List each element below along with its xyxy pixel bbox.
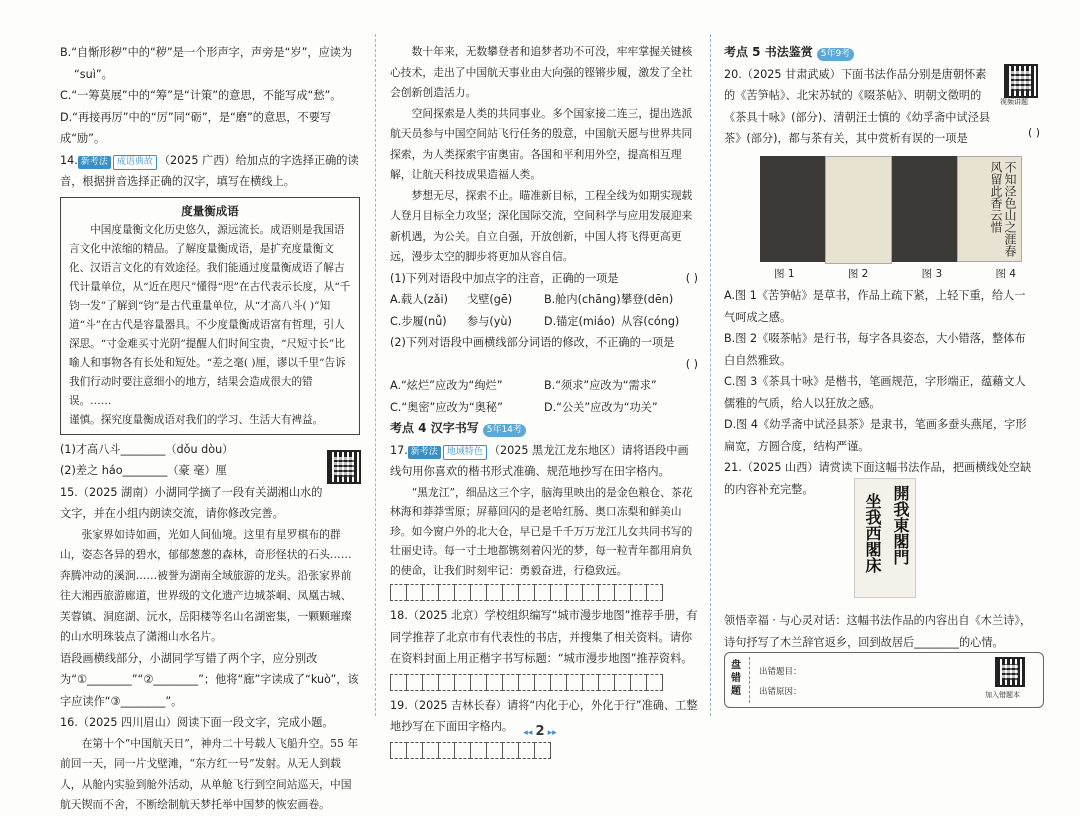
sub-question-2: (2)下列对语段中画横线部分词语的修改，不正确的一项是 [390,336,675,349]
option-d: D.图 4《幼孚斋中试泾县茶》是隶书，笔画多蚕头燕尾，字形扁宽，方圆合度，结构严谨。 [724,418,1027,453]
passage-16-cont: 数十年来，无数攀登者和追梦者功不可没，牢牢掌握关键核心技术，走出了中国航天事业由大向强的铿锵步履，激发了全社会创新创造活力。 [390,45,693,99]
calligraphy-artwork: 開我東閣門 坐我西閣床 [854,478,916,598]
passage-16: 在第十个“中国航天日”，神舟二十号载人飞船升空。55 年前回一天，同一片戈壁滩，“东方红一号”发射。从无人到载人，从舱内实验到舱外活动，从单舱飞行到空间站巡天，中国航天锲而不舍，不断绘制航天梦托举中国梦的恢宏画卷。 [60,736,359,811]
passage-15: 张家界如诗如画，光如人间仙境。这里有星罗棋布的群山，姿态各异的碧水，郁郁葱葱的森林，奇形怪状的石头……奔腾冲动的溪涧……被誉为湖南全域旅游的龙头。沿张家界前往大湘西旅游廊道，世界级的文化遗产边城茶峒、凤凰古城、芙蓉镇、洞庭湖、沅水，岳阳楼等名山名湖密集，一颗颗璀璨的山水明珠装点了潇湘山水名片。 [60,527,352,643]
option-a: A.图 1《苦笋帖》是草书，作品上疏下紧，上轻下重，给人一气呵成之感。 [724,289,1026,324]
new-method-tag: 新考法 [78,156,111,169]
passage-16-cont: 空间探索是人类的共同事业。多个国家接二连三，提出选派航天员参与中国空间站飞行任务的殷意，中国航天愿与世界共同探索，为人类探索宇宙奥宙。各国和平利用外空，提高相互理解，让航天科技成果造福人类。 [390,106,693,181]
options-2: A.“炫烂”应改为“绚烂” B.“须求”应改为“需求” C.“奥密”应改为“奥秘” D.“公关”应改为“功关” [390,379,658,414]
question-15-ask: 语段画横线部分，小湖同学写错了两个字，应分别改为“①________”“②________”；他将“廊”字读成了“kuò”，该字应读作“③________”。 [60,651,359,708]
column-divider [710,34,711,716]
section-heading-5: 考点 5 书法鉴赏 5年9考 [724,42,1032,64]
writing-grid-18[interactable] [390,674,698,691]
writing-grid-19[interactable] [390,742,698,759]
reading-box [60,197,360,435]
calligraphy-figures [724,156,1032,264]
question-15: 15.（2025 湖南）小湖同学摘了一段有关湖湘山水的文字，并在小组内朗读交流，请你修改完善。 [60,485,323,520]
question-21-text: 领悟幸福 · 与心灵对话：这幅书法作品的内容出自《木兰诗》，诗句抒写了木兰辞官返乡，回到故居后________的心情。 [724,614,1032,649]
error-review-box [724,652,1044,708]
sub-question-1: (1)下列对语段中加点字的注音，正确的一项是 ( ) [390,271,698,285]
option-b: B.图 2《啜茶帖》是行书，每字各具姿态，大小错落，整体布白自然雅致。 [724,332,1026,367]
sub-question: (1)才高八斗________（dǒu dòu） [60,442,234,456]
writing-grid-17[interactable] [390,584,698,601]
column-right [724,42,1032,500]
question-21: 21.（2025 山西）请赏读下面这幅书法作品，把画横线处空缺的内容补充完整。 [724,461,1032,496]
qr-code-icon[interactable] [995,657,1025,687]
question-17: 17. 新考法 地域特色 （2025 黑龙江龙东地区）请将语段中画线句用你喜欢的楷书形式准确、规范地抄写在田字格内。 [390,443,689,478]
topic-tag: 成语典故 [113,155,157,170]
column-middle: 数十年来，无数攀登者和追梦者功不可没，牢牢掌握关键核心技术，走出了中国航天事业由大向强的铿锵步履，激发了全社会创新创造活力。 空间探索是人类的共同事业。多个国家接二连三，提出选派航天员参与中国空间站飞行任务的殷意，中国航天愿与世界共同探索，为人类探索宇宙奥宙。各国和平利用外空，提高相互理解，让航天科技成果造福人类。 梦想无尽，探索不止。瞄准新目标，工程全线为如期实现载人登月目标全力攻坚；深化国际交流，空间科学与应用发展迎来新机遇，为公关。自立自强，开放创新，中国人将飞得更高更远，漫步太空的脚步将更加从容自信。 (1)下列对语段中加点字的注音，正确的一项是 ( ) A.载人(zǎi) 戈壁(gē) B.舱内(chāng) 攀登(dēn) C.步履(nǚ) 参与(yù) D.锚定(miáo) 从容(cóng) (2)下列对语段中画横线部分词语的修改，不正确的一项是 ( ) A.“炫烂”应改为“绚烂” B.“须求”应改为“需求” C.“奥密”应改为“奥秘” D.“公关”应改为“功关” 考点 4 汉字书写 5年14考 17. 新考法 地域特色 （2025 黑龙江龙东地区）请将语段中画线句用你喜欢的楷书形式准确、规范地抄写在田字格内。 “黑龙江”，细品这三个字，脑海里映出的是金色粮仓、茶花林海和莽莽雪原；屏幕回闪的是老哈红肠、奥口冻梨和鲜美山珍。如今窗户外的北大仓，早已是千千万万龙江儿女共同书写的壮丽史诗。每一寸土地都镌刻着闪光的梦，每一粒青年都用肩负的使命，让我们时刻牢记：勇毅奋进，行稳致远。 18.（2025 北京）学校组织编写“城市漫步地图”推荐手册，有同学推荐了北京市有代表性的书店，并搜集了相关资料。请你在资料封面上用正楷字书写标题：“城市漫步地图”推荐资料。 19.（2025 吉林长春）请将“内化于心，外化于行”准确、工整地抄写在下面田字格内。 [390,42,698,763]
figure-4-image: 不知泾色山之涯春风留此香云惜 [957,156,1022,262]
error-question-label: 出错题目： [759,667,802,677]
qr-code-icon[interactable] [327,450,361,484]
question-16: 16.（2025 四川眉山）阅读下面一段文字，完成小题。 [60,716,334,729]
figure-1-image [760,156,825,262]
passage-17: “黑龙江”，细品这三个字，脑海里映出的是金色粮仓、茶花林海和莽莽雪原；屏幕回闪的是老哈红肠、奥口冻梨和鲜美山珍。如今窗户外的北大仓，早已是千千万万龙江儿女共同书写的壮丽史诗。每一寸土地都镌刻着闪光的梦，每一粒青年都用肩负的使命，让我们时刻牢记：勇毅奋进，行稳致远。 [390,485,693,577]
question-18: 18.（2025 北京）学校组织编写“城市漫步地图”推荐手册，有同学推荐了北京市有代表性的书店，并搜集了相关资料。请你在资料封面上用正楷字书写标题：“城市漫步地图”推荐资料。 [390,609,698,665]
reading-box-title: 度量衡成语 [181,203,239,218]
figure-captions: 图 1 图 2 图 3 图 4 [774,267,1016,280]
option-line: “suì”。 [74,67,113,81]
reading-box-last: 谨慎。探究度量衡成语对我们的学习、生活大有裨益。 [69,413,324,426]
error-reason-label: 出错原因： [759,687,802,697]
page-number: ◂◂ 2 ▸▸ [523,724,557,739]
options-1: A.载人(zǎi) 戈壁(gē) B.舱内(chāng) 攀登(dēn) C.步履(nǚ) 参与(yù) D.锚定(miáo) 从容(cóng) [390,293,680,328]
error-box-label: 盘错题 [731,660,741,697]
section-heading-4: 考点 4 汉字书写 5年14考 [390,418,698,440]
column-left [60,42,360,816]
option-c: C.图 3《茶具十咏》是楷书，笔画规范，字形端正，蕴藉文人儒雅的气质，给人以狂放之感。 [724,375,1026,410]
answer-paren: ( ) [1028,126,1041,139]
figure-3-image [892,156,957,262]
figure-2-image [825,156,892,264]
question-19: 19.（2025 吉林长春）请将“内化于心，外化于行”准确、工整地抄写在下面田字格内。 [390,698,698,733]
reading-box-text: 中国度量衡文化历史悠久，源远流长。成语则是我国语言文化中浓缩的精品。了解度量衡成语，是扩充度量衡文化、汉语言文化的有效途径。我们能通过度量衡成语了解古代计量单位，从“近在咫尺”懂得“咫”在古代表示长度，从“千钧一发”了解到“钧”是古代重量单位，从“才高八斗( )”知道“斗”在古代是容量器具。不少度量衡成语富有哲理，引人深思。“寸金难买寸光阴”提醒人们时间宝贵，“尺短寸长”比喻人和事物各有长处和短处。“差之毫( )厘，谬以千里”告诉我们行动时要注意细小的地方，结果会造成很大的错误。…… [69,223,351,407]
qr-code-icon[interactable] [1004,64,1038,98]
option-line: C.“一筹莫展”中的“筹”是“计策”的意思，不能写成“愁”。 [60,89,342,102]
question-14: 14. 新考法 成语典故 （2025 广西）给加点的字选择正确的读音，根据拼音选择正确的汉字，填写在横线上。 [60,153,359,188]
question-20: 20.（2025 甘肃武威）下面书法作品分别是唐朝怀素的《苦笋帖》、北宋苏轼的《啜茶帖》、明朝文徵明的《茶具十咏》(部分)、清朝汪士慎的《幼孚斋中试泾县茶》(部分)，都与茶有关，其中赏析有误的一项是 [724,67,991,145]
option-line: B.“自惭形秽”中的“秽”是一个形声字，声旁是“岁”，应读为 [60,46,353,59]
column-divider [375,34,376,716]
option-line: D.“再接再厉”中的“厉”同“砺”，是“磨”的意思，不要写成“励”。 [60,110,332,145]
passage-16-cont: 梦想无尽，探索不止。瞄准新目标，工程全线为如期实现载人登月目标全力攻坚；深化国际交流，空间科学与应用发展迎来新机遇，为公关。自立自强，开放创新，中国人将飞得更高更远，漫步太空的脚步将更加从容自信。 [390,188,693,263]
sub-question: (2)差之 háo________（豪 毫）厘 [60,464,227,477]
qr-label: 加入错题本 [985,691,1020,699]
qr-label: 视频讲题 [1000,98,1028,106]
